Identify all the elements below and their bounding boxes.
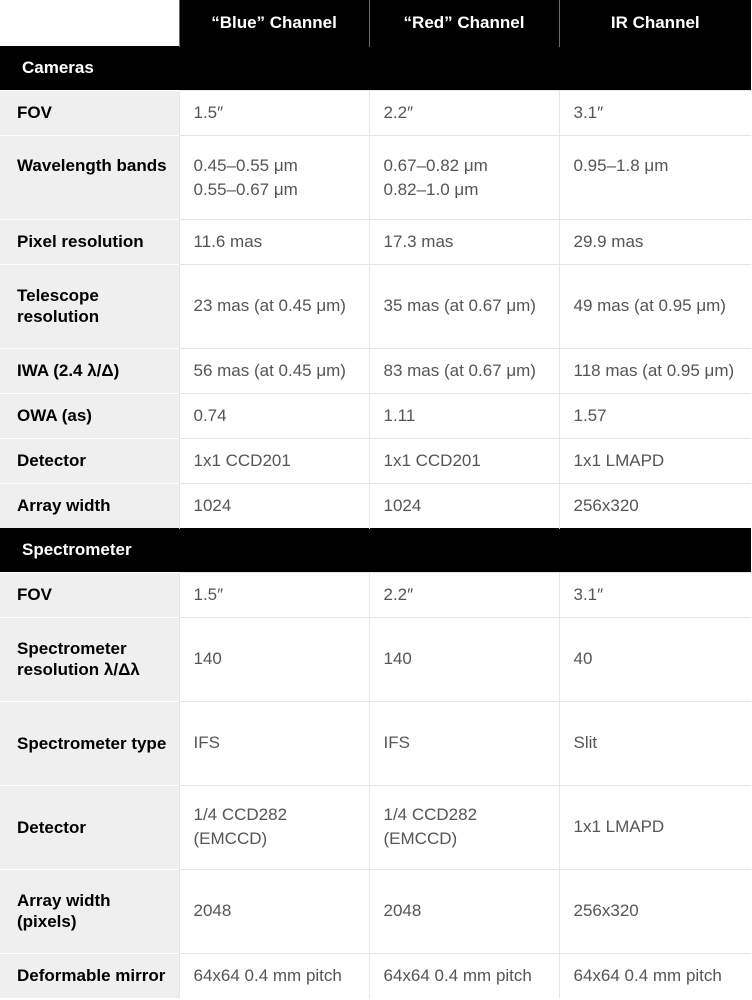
table-row (0, 90, 751, 135)
cell-ir (559, 953, 751, 998)
cell-line: 3.1″ (573, 584, 604, 604)
cell-line: 1.5″ (193, 102, 224, 122)
cell-ir (559, 135, 751, 219)
cell-blue (179, 785, 369, 869)
cell-ir (559, 264, 751, 348)
table-row (0, 393, 751, 438)
section-row-spectrometer (0, 528, 751, 572)
header-corner (0, 0, 179, 46)
table-row (0, 617, 751, 701)
cell-line: 2048 (193, 901, 232, 920)
section-row-cameras (0, 46, 751, 90)
cell-line: 1x1 CCD201 (193, 450, 291, 470)
cell-blue (179, 483, 369, 528)
cell-line: 2.2″ (383, 584, 414, 604)
cell-line: 56 mas (at 0.45 μm) (193, 360, 346, 380)
cell-blue (179, 264, 369, 348)
row-label: Spectrometer type (0, 701, 179, 785)
cell-ir (559, 869, 751, 953)
header-row (0, 0, 751, 46)
cell-line: 1024 (383, 495, 422, 515)
cell-red (369, 572, 559, 617)
cell-line: IFS (193, 733, 220, 752)
cell-line: Slit (573, 733, 598, 752)
cell-line: 1.5″ (193, 584, 224, 604)
cell-line: 140 (383, 649, 412, 668)
table-row (0, 701, 751, 785)
cell-line: 1.11 (383, 405, 416, 425)
cell-line: 0.55–0.67 μm (193, 179, 298, 199)
cell-line: 64x64 0.4 mm pitch (193, 965, 342, 985)
cell-line: 83 mas (at 0.67 μm) (383, 360, 536, 380)
cell-ir (559, 438, 751, 483)
cell-line: 2048 (383, 901, 422, 920)
cell-red (369, 348, 559, 393)
cell-line: (EMCCD) (193, 829, 268, 848)
cell-line: 3.1″ (573, 102, 604, 122)
section-title: Spectrometer (0, 528, 751, 572)
row-label: OWA (as) (0, 393, 179, 438)
row-label: FOV (0, 90, 179, 135)
cell-red (369, 393, 559, 438)
row-label: IWA (2.4 λ/Δ) (0, 348, 179, 393)
cell-line: 0.95–1.8 μm (573, 155, 669, 175)
cell-red (369, 483, 559, 528)
cell-blue (179, 393, 369, 438)
row-label: Pixel resolution (0, 219, 179, 264)
table-row (0, 869, 751, 953)
cell-red (369, 135, 559, 219)
cell-line: (EMCCD) (383, 829, 458, 848)
table-row (0, 953, 751, 998)
row-label: Array width (0, 483, 179, 528)
cell-line: 64x64 0.4 mm pitch (573, 965, 722, 985)
cell-red (369, 90, 559, 135)
cell-line: 256x320 (573, 901, 639, 920)
cell-line: 256x320 (573, 495, 639, 515)
cell-red (369, 264, 559, 348)
cell-ir (559, 617, 751, 701)
cell-red (369, 438, 559, 483)
cell-ir (559, 393, 751, 438)
cell-blue (179, 135, 369, 219)
cell-blue (179, 869, 369, 953)
table-row (0, 348, 751, 393)
row-label: Wavelength bands (0, 135, 179, 219)
cell-line: 35 mas (at 0.67 μm) (383, 296, 536, 315)
cell-line: 140 (193, 649, 222, 668)
cell-ir (559, 483, 751, 528)
header-blue-channel: “Blue” Channel (179, 0, 369, 46)
cell-blue (179, 438, 369, 483)
cell-blue (179, 219, 369, 264)
cell-line: IFS (383, 733, 410, 752)
cell-line: 40 (573, 649, 593, 668)
table-row (0, 438, 751, 483)
row-label: FOV (0, 572, 179, 617)
table-row (0, 572, 751, 617)
cell-ir (559, 785, 751, 869)
cell-line: 11.6 mas (193, 231, 263, 251)
cell-blue (179, 572, 369, 617)
row-label: Deformable mirror (0, 953, 179, 998)
cell-line: 17.3 mas (383, 231, 454, 251)
cell-red (369, 701, 559, 785)
cell-red (369, 219, 559, 264)
section-title: Cameras (0, 46, 751, 90)
cell-line: 0.82–1.0 μm (383, 179, 479, 199)
row-label: Telescope resolution (0, 264, 179, 348)
cell-line: 1024 (193, 495, 232, 515)
cell-line: 0.45–0.55 μm (193, 155, 298, 175)
cell-ir (559, 701, 751, 785)
cell-blue (179, 90, 369, 135)
cell-line: 64x64 0.4 mm pitch (383, 965, 532, 985)
cell-ir (559, 572, 751, 617)
cell-red (369, 785, 559, 869)
cell-blue (179, 348, 369, 393)
cell-line: 2.2″ (383, 102, 414, 122)
cell-line: 1x1 LMAPD (573, 450, 665, 470)
cell-red (369, 617, 559, 701)
cell-ir (559, 348, 751, 393)
cell-line: 1x1 CCD201 (383, 450, 481, 470)
cell-ir (559, 219, 751, 264)
cell-line: 49 mas (at 0.95 μm) (573, 296, 726, 315)
table-row (0, 483, 751, 528)
cell-line: 0.67–0.82 μm (383, 155, 488, 175)
cell-blue (179, 617, 369, 701)
header-ir-channel: IR Channel (559, 0, 751, 46)
table-row (0, 785, 751, 869)
cell-line: 29.9 mas (573, 231, 644, 251)
header-red-channel: “Red” Channel (369, 0, 559, 46)
cell-line: 1.57 (573, 405, 607, 425)
row-label: Detector (0, 438, 179, 483)
row-label: Array width (pixels) (0, 869, 179, 953)
cell-blue (179, 701, 369, 785)
cell-line: 1/4 CCD282 (193, 805, 288, 824)
cell-line: 118 mas (at 0.95 μm) (573, 360, 735, 380)
cell-line: 1x1 LMAPD (573, 817, 665, 836)
row-label: Detector (0, 785, 179, 869)
row-label: Spectrometer resolution λ/Δλ (0, 617, 179, 701)
table-row (0, 219, 751, 264)
cell-line: 1/4 CCD282 (383, 805, 478, 824)
cell-red (369, 869, 559, 953)
cell-blue (179, 953, 369, 998)
table-row (0, 135, 751, 219)
cell-line: 23 mas (at 0.45 μm) (193, 296, 346, 315)
cell-red (369, 953, 559, 998)
table-row (0, 264, 751, 348)
cell-ir (559, 90, 751, 135)
cell-line: 0.74 (193, 405, 227, 425)
